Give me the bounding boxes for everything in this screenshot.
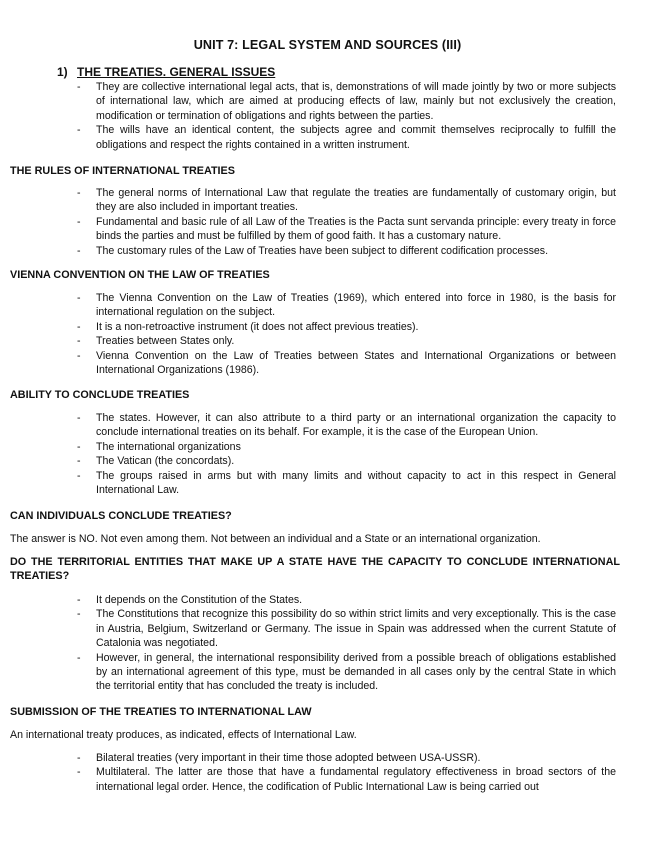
- list-item: - It depends on the Constitution of the States.: [77, 594, 303, 606]
- heading-territorial: DO THE TERRITORIAL ENTITIES THAT MAKE UP A STATE HAVE THE CAPACITY TO CONCLUDE INTERNATIONAL TREATIES?: [10, 556, 620, 583]
- list-item: - Treaties between States only.: [77, 335, 235, 348]
- list-item: - The customary rules of the Law of Treaties have been subject to different codification processes.: [77, 244, 549, 257]
- list-item: - Multilateral. The latter are those that have a fundamental regulatory effectiveness in broad sectors of the international legal order. Hence, the codification of Public International Law is being carried out: [77, 766, 616, 793]
- treaties-bullet-list: [0, 80, 616, 152]
- submission-bullet-list: [0, 751, 616, 794]
- rules-bullet-list: [0, 186, 616, 258]
- list-item: - The general norms of International Law that regulate the treaties are fundamentally of customary origin, but they are also included in important treaties.: [77, 187, 616, 214]
- list-item: - They are collective international legal acts, that is, demonstrations of will made jointly by two or more subjects of international law, which are aimed at producing effects of law, mainly but not exclusively the creation, modification or termination of obligations and rights between the parties.: [77, 81, 616, 122]
- list-item: - Vienna Convention on the Law of Treaties between States and International Organizations or between International Organizations (1986).: [77, 349, 616, 377]
- list-item: - The international organizations: [77, 440, 241, 453]
- list-item: - It is a non-retroactive instrument (it does not affect previous treaties).: [77, 320, 419, 333]
- heading-submission: SUBMISSION OF THE TREATIES TO INTERNATIONAL LAW: [10, 706, 312, 718]
- vienna-bullet-list: [0, 291, 616, 377]
- section-heading-text: THE TREATIES. GENERAL ISSUES: [77, 65, 276, 79]
- list-item: - The Constitutions that recognize this possibility do so within strict limits and very exceptionally. This is the case in Austria, Belgium, Switzerland or Germany. The issue in Spain was addressed when the current Statute of Catalonia was negotiated.: [77, 608, 616, 650]
- individuals-answer: The answer is NO. Not even among them. Not between an individual and a State or an international organization.: [10, 533, 541, 545]
- submission-intro: An international treaty produces, as indicated, effects of International Law.: [10, 729, 357, 741]
- list-item: - However, in general, the international responsibility derived from a possible breach of obligations established by an international agreement of this type, must be demanded in all cases only by the central State in which the territorial entity that has concluded the treaty is included.: [77, 651, 616, 693]
- page-title: UNIT 7: LEGAL SYSTEM AND SOURCES (III): [193, 38, 462, 52]
- territorial-bullet-list: [0, 593, 616, 694]
- list-item: - The states. However, it can also attribute to a third party or an international organization the capacity to conclude international treaties on its behalf. For example, it is the case of the European Union.: [77, 412, 616, 439]
- heading-ability: ABILITY TO CONCLUDE TREATIES: [10, 389, 190, 401]
- heading-rules: THE RULES OF INTERNATIONAL TREATIES: [10, 165, 235, 177]
- list-item: - The Vienna Convention on the Law of Treaties (1969), which entered into force in 1980, is the basis for international regulation on the subject.: [77, 292, 616, 319]
- list-item: - Fundamental and basic rule of all Law of the Treaties is the Pacta sunt servanda principle: every treaty in force binds the parties and must be fulfilled by them of good faith. It has a customary nature.: [77, 215, 616, 243]
- list-item: - The wills have an identical content, the subjects agree and commit themselves reciprocally to fulfill the obligations and respect the rights contained in a written instrument.: [77, 124, 616, 151]
- list-item: - Bilateral treaties (very important in their time those adopted between USA-USSR).: [77, 752, 481, 764]
- heading-individuals: CAN INDIVIDUALS CONCLUDE TREATIES?: [10, 510, 232, 522]
- section-heading-treaties: [57, 65, 275, 79]
- heading-vienna: VIENNA CONVENTION ON THE LAW OF TREATIES: [10, 269, 270, 281]
- section-number: 1): [57, 65, 68, 79]
- list-item: - The groups raised in arms but with many limits and without capacity to act in this respect in General International Law.: [77, 469, 616, 497]
- ability-bullet-list: [0, 411, 616, 497]
- list-item: - The Vatican (the concordats).: [77, 455, 235, 468]
